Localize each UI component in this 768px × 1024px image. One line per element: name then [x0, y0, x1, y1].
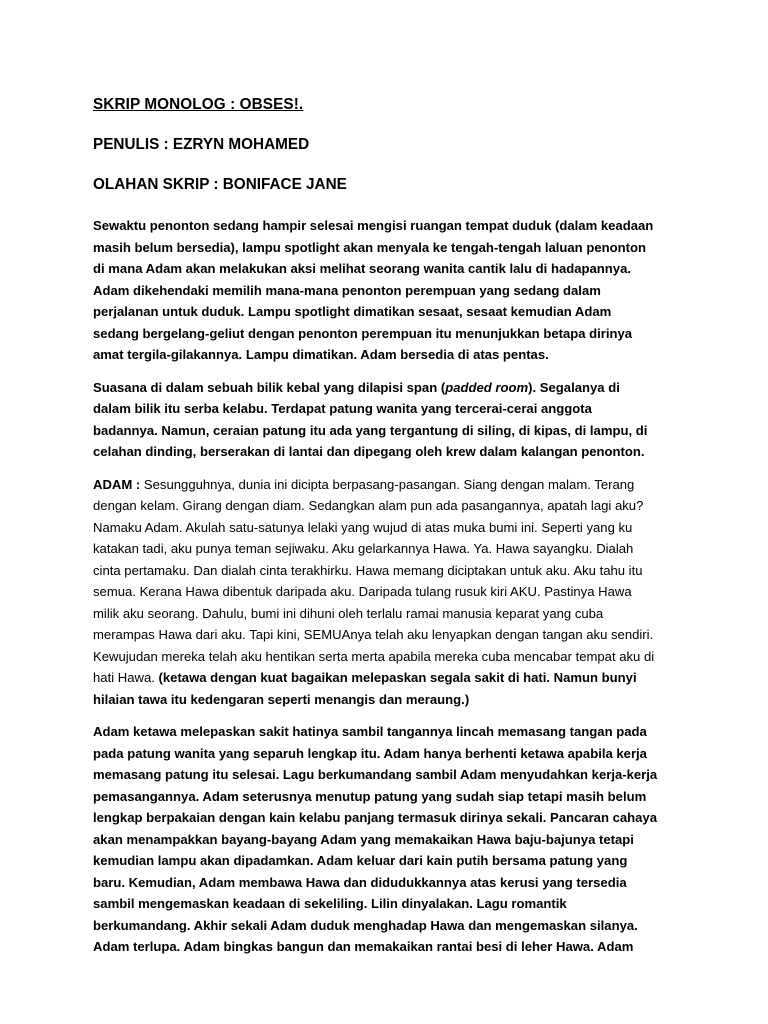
stage-setting-text-1: Suasana di dalam sebuah bilik kebal yang dilapisi span (	[93, 379, 446, 395]
speaker-label: ADAM :	[93, 476, 141, 492]
script-title: SKRIP MONOLOG : OBSES!.	[93, 96, 304, 113]
adaptation-line: OLAHAN SKRIP : BONIFACE JANE	[93, 176, 347, 193]
stage-setting-italic: padded room	[445, 379, 529, 395]
stage-direction-action: Adam ketawa melepaskan sakit hatinya sambil tangannya lincah memasang tangan pada pada patung wanita yang separuh lengkap itu. Adam hanya berhenti ketawa apabila kerja memasang patung itu selesai. Lagu berkumandang sambil Adam menyudahkan kerja-kerja pemasangannya. Adam seterusnya menutup patung yang sudah siap tetapi masih belum lengkap berpakaian dengan kain kelabu panjang termasuk dirinya sekali. Pancaran cahaya akan menampakkan bayang-bayang Adam yang memakaikan Hawa baju-bajunya tetapi kemudian lampu akan dipadamkan. Adam keluar dari kain putih bersama patung yang baru. Kemudian, Adam membawa Hawa dan didudukkannya atas kerusi yang tersedia sambil mengemaskan keadaan di sekeliling. Lilin dinyalakan. Lagu romantik berkumandang. Akhir sekali Adam duduk menghadap Hawa dan mengemaskan silanya. Adam terlupa. Adam bingkas bangun dan memakaikan rantai besi di leher Hawa. Adam	[93, 724, 658, 954]
stage-direction-opening: Sewaktu penonton sedang hampir selesai mengisi ruangan tempat duduk (dalam keadaan masih belum bersedia), lampu spotlight akan menyala ke tengah-tengah laluan penonton di mana Adam akan melakukan aksi melihat seorang wanita cantik lalu di hadapannya. Adam dikehendaki memilih mana-mana penonton perempuan yang sedang dalam perjalanan untuk duduk. Lampu spotlight dimatikan sesaat, sesaat kemudian Adam sedang bergelang-geliut dengan penonton perempuan itu menunjukkan betapa dirinya amat tergila-gilakannya. Lampu dimatikan. Adam bersedia di atas pentas.	[93, 218, 654, 362]
adam-monologue	[93, 474, 660, 711]
stage-setting	[93, 377, 660, 463]
monologue-text: Sesungguhnya, dunia ini dicipta berpasang-pasangan. Siang dengan malam. Terang dengan kelam. Girang dengan diam. Sedangkan alam pun ada pasangannya, apatah lagi aku? Namaku Adam. Akulah satu-satunya lelaki yang wujud di atas muka bumi ini. Seperti yang ku katakan tadi, aku punya teman sejiwaku. Aku gelarkannya Hawa. Ya. Hawa sayangku. Dialah cinta pertamaku. Dan dialah cinta terakhirku. Hawa memang diciptakan untuk aku. Aku tahu itu semua. Kerana Hawa dibentuk daripada aku. Daripada tulang rusuk kiri AKU. Pastinya Hawa milik aku seorang. Dahulu, bumi ini dihuni oleh terlalu ramai manusia keparat yang cuba merampas Hawa dari aku. Tapi kini, SEMUAnya telah aku lenyapkan dengan tangan aku sendiri. Kewujudan mereka telah aku hentikan serta merta apabila mereka cuba mencabar tempat aku di hati Hawa.	[93, 476, 655, 685]
writer-line: PENULIS : EZRYN MOHAMED	[93, 136, 310, 153]
monologue-direction: (ketawa dengan kuat bagaikan melepaskan segala sakit di hati. Namun bunyi hilaian tawa itu kedengaran seperti menangis dan meraung.)	[93, 670, 637, 707]
stage-setting-text-2: ). Segalanya di dalam bilik itu serba kelabu. Terdapat patung wanita yang tercerai-cerai anggota badannya. Namun, ceraian patung itu ada yang tergantung di siling, di kipas, di lampu, di celahan dinding, berserakan di lantai dan dipegang oleh krew dalam kalangan penonton.	[93, 379, 648, 459]
